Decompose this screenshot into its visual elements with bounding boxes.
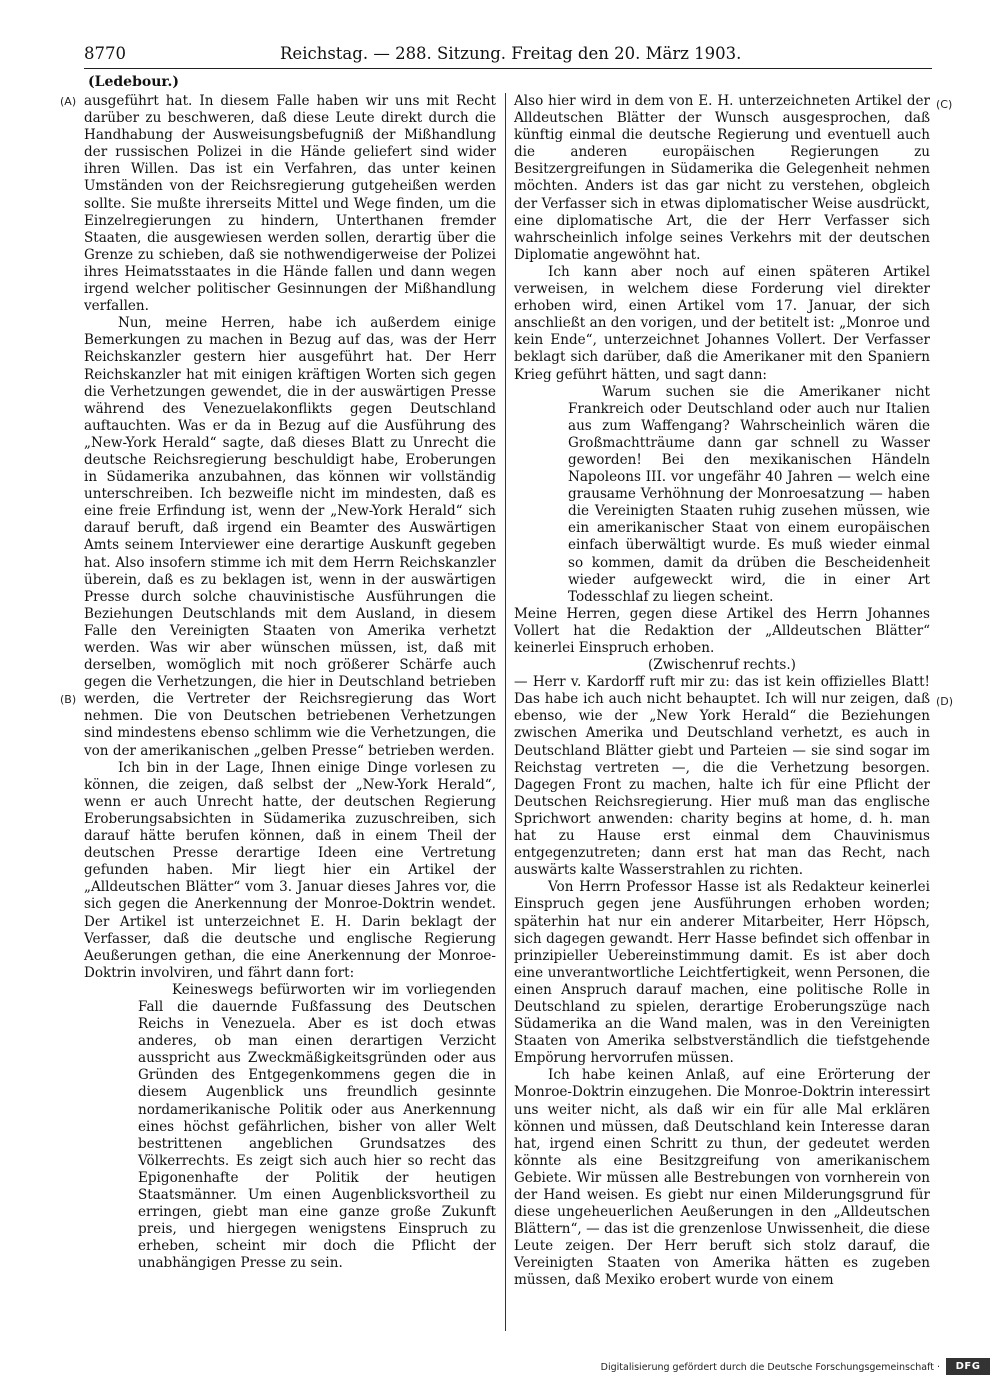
block-quote: Warum suchen sie die Amerikaner nicht Frankreich oder Deutschland oder auch nur Italien aus zum Waffengang? Wahrscheinlich wären die Großmachtträume dann gar schnell zu Wasser geworden! Bei den mexikanischen Händeln Napoleons III. vor ungefähr 40 Jahren — welch eine grausame Verhöhnung der Monroesatzung — haben die Vereinigten Staaten ruhig zusehen müssen, wie ein amerikanischer Staat von einem europäischen einfach überwältigt wurde. Es muß wieder einmal so kommen, damit da drüben die Bescheidenheit wieder aufgeweckt wird, die in einer Art Todesschlaf zu liegen scheint. [568,383,930,605]
header-rule [84,68,932,69]
paragraph: Ich habe keinen Anlaß, auf eine Erörterung der Monroe-Doktrin einzugehen. Die Monroe-Doktrin interessirt uns weiter nicht, als daß wir ein für alle Mal erklären können und müssen, daß Deutschland kein Interesse daran hat, irgend einen Schritt zu thun, der gedeutet werden könnte als eine Besitzgreifung von amerikanischem Gebiete. Wir müssen alle Bestrebungen von vornherein von der Hand weisen. Es giebt nur einen Milderungsgrund für diese ungeheuerlichen Aeußerungen in den „Alldeutschen Blättern“, — das ist die grenzenlose Unwissenheit, die diese Leute zeigen. Der Herr beruft sich stolz darauf, die Vereinigten Staaten von Amerika hätten es zugeben müssen, daß Mexiko erobert wurde von einem [514,1067,930,1289]
margin-marker-a: (A) [60,95,77,108]
left-column [84,93,496,1272]
speaker-tag: (Ledebour.) [88,74,179,90]
page-header [84,44,929,68]
paragraph: Also hier wird in dem von E. H. unterzeichneten Artikel der Alldeutschen Blätter der Wunsch ausgesprochen, daß künftig einmal die deutsche Regierung und eventuell auch die anderen europäischen Regierungen zu Besitzergreifungen in Südamerika die Gelegenheit nehmen möchten. Anders ist das gar nicht zu verstehen, obgleich der Verfasser sich in etwas diplomatischer Weise ausdrückt, eine diplomatische Art, die der Herr Verfasser sich wahrscheinlich infolge seines Verkehrs mit der deutschen Diplomatie angewöhnt hat. [514,93,930,263]
paragraph: Ich bin in der Lage, Ihnen einige Dinge vorlesen zu können, die zeigen, daß selbst der „New-York Herald“, wenn er auch Unrecht hatte, der deutschen Regierung Eroberungsabsichten in Südamerika zuzuschreiben, sich darauf hätte berufen können, daß in einem Theil der deutschen Presse derartige Ideen eine Vertretung gefunden haben. Mir liegt hier ein Artikel der „Alldeutschen Blätter“ vom 3. Januar dieses Jahres vor, die sich gegen die Anerkennung der Monroe-Doktrin wendet. Der Artikel ist unterzeichnet E. H. Darin beklagt der Verfasser, daß die deutsche und englische Regierung Aeußerungen gethan, die eine Anerkennung der Monroe-Doktrin involviren, und fährt dann fort: [84,759,496,981]
interjection: (Zwischenruf rechts.) [648,657,796,674]
paragraph: ausgeführt hat. In diesem Falle haben wir uns mit Recht darüber zu beschweren, daß diese Leute direkt durch die Handhabung der Ausweisungsbefugniß der Mißhandlung der russischen Polizei in die Hände geliefert sind wider ihren Willen. Das ist ein Verfahren, das unter keinen Umständen von der Reichsregierung gutgeheißen werden sollte. Sie mußte ihrerseits Mittel und Wege finden, um die Einzelregierungen zu hindern, Unterthanen fremder Staaten, die ausgewiesen werden sollen, derartig über die Grenze zu schieben, daß sie nothwendigerweise der Polizei ihres Heimatsstaates in die Hände fallen und dann wegen irgend welcher politischer Gesinnungen der Mißhandlung verfallen. [84,93,496,315]
paragraph: Nun, meine Herren, habe ich außerdem einige Bemerkungen zu machen in Bezug auf das, was der Herr Reichskanzler gestern hier ausgeführt hat. Der Herr Reichskanzler hat mit einigen kräftigen Worten sich gegen die Verhetzungen gewendet, die in der auswärtigen Presse während des Venezuelakonflikts gegen Deutschland auftauchten. Was er da in Bezug auf die Ausführung des „New-York Herald“ sagte, daß dieses Blatt zu Unrecht die deutsche Reichsregierung beschuldigt habe, Eroberungen in Südamerika anzubahnen, das können wir vollständig unterschreiben. Ich bezweifle nicht im mindesten, daß es eine freie Erfindung ist, wenn der „New-York Herald“ sich darauf beruft, daß irgend ein Beamter des Auswärtigen Amts seinem Interviewer eine derartige Auskunft gegeben hat. Also insofern stimme ich mit dem Herrn Reichskanzler überein, daß es zu beklagen ist, wenn in der auswärtigen Presse durch solche chauvinistische Ausführungen die Beziehungen Deutschlands mit dem Ausland, in diesem Falle den Vereinigten Staaten von Amerika verhetzt werden. Was wir aber wünschen müssen, ist, daß mit derselben, womöglich mit noch größerer Schärfe auch gegen die Verhetzungen, die hier in Deutschland betrieben werden, die Vertreter der Reichsregierung das Wort nehmen. Die von Deutschen betriebenen Verhetzungen sind mindestens ebenso schlimm wie die Verhetzungen, die von der amerikanischen „gelben Presse“ betrieben werden. [84,315,496,759]
paragraph: Von Herrn Professor Hasse ist als Redakteur keinerlei Einspruch gegen jene Ausführungen erhoben worden; späterhin hat nur ein anderer Mitarbeiter, Herr Höpsch, sich dagegen gewandt. Herr Hasse befindet sich offenbar in prinzipieller Uebereinstimmung damit. Es ist aber doch eine unverantwortliche Leichtfertigkeit, wenn Personen, die einen Anspruch darauf machen, eine politische Rolle in Deutschland zu spielen, derartige Eroberungszüge nach Südamerika an die Wand malen, was in den Vereinigten Staaten von Amerika selbstverständlich die tiefstgehende Empörung hervorrufen müssen. [514,879,930,1067]
paragraph: Ich kann aber noch auf einen späteren Artikel verweisen, in welchem diese Forderung viel direkter erhoben wird, einen Artikel vom 17. Januar, der sich anschließt an den vorigen, und der betitelt ist: „Monroe und kein Ende“, unterzeichnet Johannes Vollert. Der Verfasser beklagt sich darüber, daß die Amerikaner mit den Spaniern Krieg geführt hätten, und sagt dann: [514,263,930,383]
block-quote: Keineswegs befürworten wir im vorliegenden Fall die dauernde Fußfassung des Deutschen Reichs in Venezuela. Aber es ist doch etwas anderes, ob man einen derartigen Verzicht ausspricht aus Zweckmäßigkeitsgründen oder aus Gründen des Entgegenkommens gegen die in diesem Augenblick uns freundlich gesinnte nordamerikanische Politik oder aus Anerkennung eines höchst gefährlichen, bisher von aller Welt bestrittenen angeblichen Grundsatzes des Völkerrechts. Es zeigt sich auch hier so recht das Epigonenhafte der Politik der heutigen Staatsmänner. Um einen Augenblicksvortheil zu erringen, giebt man eine ganze große Zukunft preis, und hiergegen wenigstens Einspruch zu erheben, scheint mir doch die Pflicht der unabhängigen Presse zu sein. [138,981,496,1272]
right-column [514,93,930,1290]
margin-marker-c: (C) [936,98,953,111]
paragraph: — Herr v. Kardorff ruft mir zu: das ist kein offizielles Blatt! Das habe ich auch nicht behauptet. Ich will nur zeigen, daß ebenso, wie der „New York Herald“ die Beziehungen zwischen Amerika und Deutschland verhetzt, es auch in Deutschland Blätter giebt und Parteien — sie sind sogar im Reichstag vertreten —, die die Verhetzung besorgen. Dagegen Front zu machen, halte ich für eine Pflicht der Deutschen Reichsregierung. Hier muß man das englische Sprichwort anwenden: charity begins at home, d. h. man hat zu Hause erst einmal dem Chauvinismus entgegenzutreten; dann erst hat man das Recht, nach auswärts kalte Wasserstrahlen zu richten. [514,674,930,879]
dfg-logo: DFG [946,1358,990,1375]
funding-footer: Digitalisierung gefördert durch die Deutsche Forschungsgemeinschaft · [600,1362,940,1373]
paragraph: Meine Herren, gegen diese Artikel des Herrn Johannes Vollert hat die Redaktion der „Alldeutschen Blätter“ keinerlei Einspruch erhoben. [514,605,930,656]
column-divider [505,93,506,1331]
page-number: 8770 [84,44,126,63]
margin-marker-b: (B) [60,693,77,706]
margin-marker-d: (D) [936,695,954,708]
running-title: Reichstag. — 288. Sitzung. Freitag den 20. März 1903. [280,44,742,63]
